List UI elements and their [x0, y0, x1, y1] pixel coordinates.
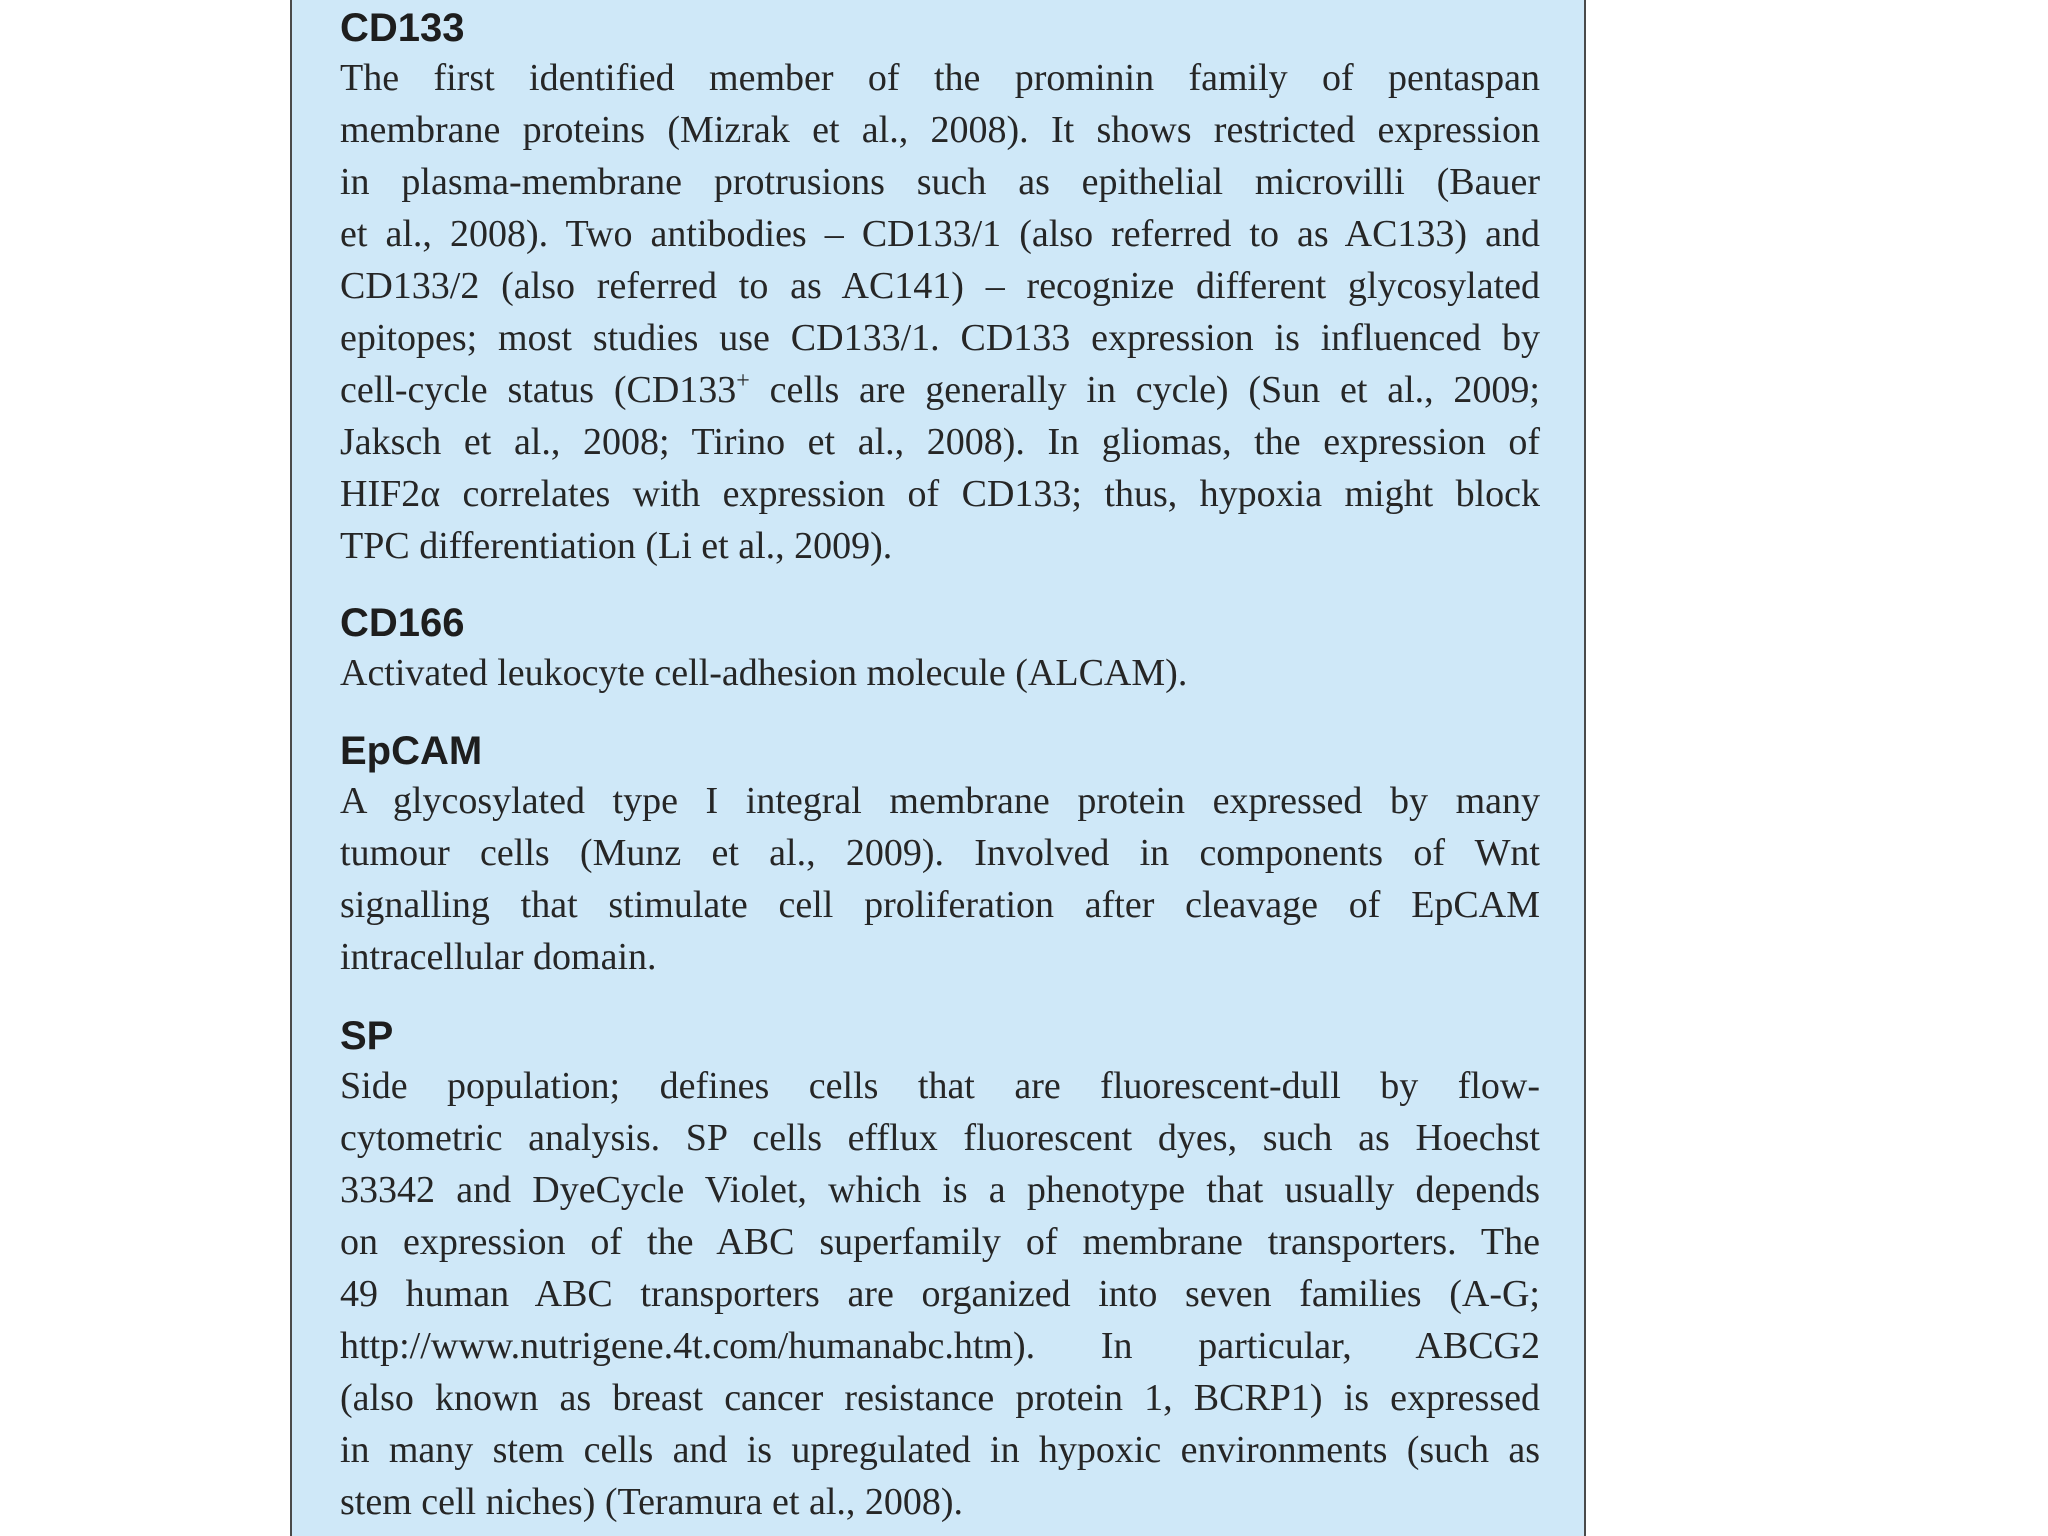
body-line: HIF2α correlates with expression of CD133; thus, hypoxia might block: [340, 473, 1540, 515]
body-line: The first identified member of the prominin family of pentaspan: [340, 57, 1540, 99]
body-line: signalling that stimulate cell proliferation after cleavage of EpCAM: [340, 884, 1540, 926]
section-cd133: [340, 4, 1540, 572]
body-line: Side population; defines cells that are fluorescent-dull by flow-: [340, 1065, 1540, 1107]
section-cd166: [340, 599, 1540, 699]
body-line: intracellular domain.: [340, 936, 657, 978]
section-heading: SP: [340, 1014, 394, 1058]
body-line: et al., 2008). Two antibodies – CD133/1 (also referred to as AC133) and: [340, 213, 1540, 255]
section-body: [340, 1060, 1540, 1528]
body-line: epitopes; most studies use CD133/1. CD133 expression is influenced by: [340, 317, 1540, 359]
body-line: stem cell niches) (Teramura et al., 2008).: [340, 1481, 964, 1523]
body-line-part: cell-cycle status (CD133: [340, 369, 737, 411]
body-line: Activated leukocyte cell-adhesion molecule (ALCAM).: [340, 652, 1188, 694]
body-line: Jaksch et al., 2008; Tirino et al., 2008). In gliomas, the expression of: [340, 421, 1540, 463]
body-line: cytometric analysis. SP cells efflux fluorescent dyes, such as Hoechst: [340, 1117, 1540, 1159]
body-line: CD133/2 (also referred to as AC141) – recognize different glycosylated: [340, 265, 1540, 307]
superscript: +: [736, 368, 750, 394]
body-line: A glycosylated type I integral membrane protein expressed by many: [340, 780, 1540, 822]
body-line: in many stem cells and is upregulated in hypoxic environments (such as: [340, 1429, 1540, 1471]
body-line: http://www.nutrigene.4t.com/humanabc.htm). In particular, ABCG2: [340, 1325, 1540, 1367]
section-heading: CD133: [340, 6, 465, 50]
section-body: [340, 647, 1540, 699]
section-epcam: [340, 727, 1540, 983]
body-line: on expression of the ABC superfamily of membrane transporters. The: [340, 1221, 1540, 1263]
body-line-part: cells are generally in cycle) (Sun et al., 2009;: [749, 369, 1540, 411]
section-body: [340, 52, 1540, 572]
glossary-box: [290, 0, 1586, 1536]
body-line: in plasma-membrane protrusions such as epithelial microvilli (Bauer: [340, 161, 1540, 203]
body-line: [340, 364, 1540, 416]
body-line: membrane proteins (Mizrak et al., 2008). It shows restricted expression: [340, 109, 1540, 151]
section-heading: EpCAM: [340, 729, 483, 773]
section-body: [340, 775, 1540, 983]
body-line: TPC differentiation (Li et al., 2009).: [340, 525, 893, 567]
body-line: 49 human ABC transporters are organized into seven families (A-G;: [340, 1273, 1540, 1315]
section-heading: CD166: [340, 601, 465, 645]
body-line: tumour cells (Munz et al., 2009). Involved in components of Wnt: [340, 832, 1540, 874]
section-sp: [340, 1012, 1540, 1528]
body-line: 33342 and DyeCycle Violet, which is a phenotype that usually depends: [340, 1169, 1540, 1211]
body-line: (also known as breast cancer resistance protein 1, BCRP1) is expressed: [340, 1377, 1540, 1419]
